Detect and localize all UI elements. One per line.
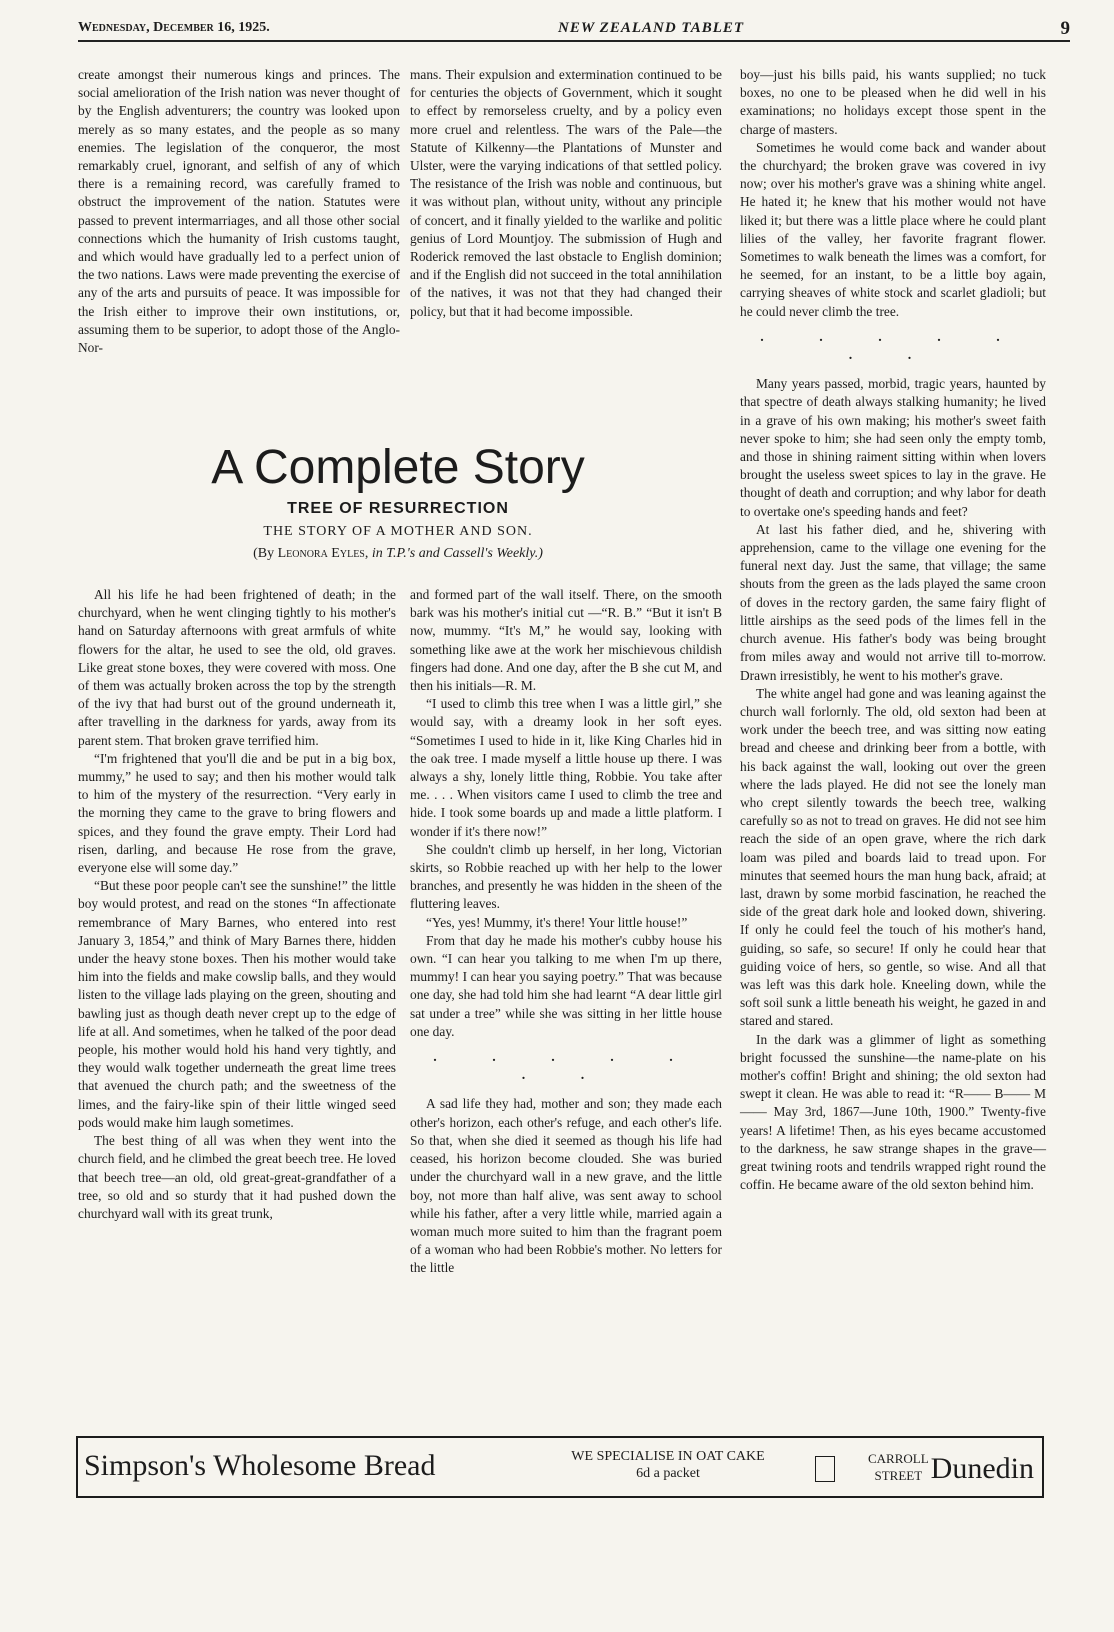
story-column-1 [78, 586, 396, 1223]
header-date: Wednesday, December 16, 1925. [78, 20, 270, 35]
paragraph: “Yes, yes! Mummy, it's there! Your little house!” [426, 914, 688, 930]
section-break: . . . . . . . [760, 329, 1026, 364]
byline-author: Leonora Eyles, [277, 546, 369, 561]
header-title: NEW ZEALAND TABLET [558, 20, 745, 36]
paragraph: “I used to climb this tree when I was a little girl,” she would say, with a dreamy look in her soft eyes. “Sometimes I used to hide in it, like King Charles hid in the oak tree. I made myself a little house up there. I was always a shy, lonely little thing, Robbie. You take after me. . . . When visitors came I used to climb the tree and hide. I took some boards up and made a little platform. I wonder if it's there now!” [410, 696, 722, 839]
paragraph: All his life he had been frightened of death; in the churchyard, when he went clinging tightly to his mother's hand on Saturday afternoons with great armfuls of white flowers for the altar, he used to see the old, old graves. Like great stone boxes, they were covered with moss. One of them was actually broken across the top by the strength of the ivy that had burst out of the ground underneath it, after travelling in the darkness for yards, away from its parent stem. That broken grave terrified him. [78, 587, 396, 748]
paragraph: Sometimes he would come back and wander about the churchyard; the broken grave was covered in ivy now; over his mother's grave was a shining white angel. He hated it; he knew that his mother would not have liked it; but there was a little place where he could plant lilies of the valley, her favorite fragrant flower. Sometimes to walk beneath the limes was a comfort, for he seemed, for an instant, to be a little boy again, carrying sheaves of white stock and scarlet gladioli; but he could never climb the tree. [740, 139, 1046, 319]
top-column-2 [410, 66, 722, 321]
byline-prefix: (By [253, 546, 275, 561]
story-subtitle-2: THE STORY OF A MOTHER AND SON. [263, 524, 533, 539]
ad-brand: Simpson's Wholesome Bread [84, 1449, 436, 1482]
ad-line-2: 6d a packet [636, 1466, 700, 1481]
paragraph: In the dark was a glimmer of light as something bright focussed the sunshine—the name-plate on his mother's coffin! Bright and shining; the old sexton had swept it clean. He was able to read it: “R—— B—— M—— May 3rd, 1867—June 10th, 1900.” Twenty-five years! A lifetime! Then, as his eyes became accustomed to the darkness, he saw strange shapes in the grave—great twining roots and tendrils wrapped right round the coffin. He became aware of the old sexton behind him. [740, 1031, 1046, 1193]
paragraph: create amongst their numerous kings and princes. The social amelioration of the Irish nation was never thought of by the English adventurers; the country was looked upon merely as so many estates, and the people as so many enemies. The legislation of the conqueror, the most remarkably cruel, ignorant, and selfish of any of which there is a remaining record, was carefully framed to obstruct the improvement of the nation. Statutes were passed to prevent intermarriages, and all those other social connections which the humanity of Irish customs taught, and which would have gradually led to a perfect union of the two nations. Laws were made preventing the exercise of any of the arts and pursuits of peace. It was impossible for the Irish either to improve their own institutions, or, assuming them to be superior, to adopt those of the Anglo-Nor- [78, 67, 400, 356]
page-number: 9 [1060, 18, 1070, 39]
ad-street-1: CARROLL [868, 1451, 929, 1466]
section-break: . . . . . . . [433, 1050, 699, 1084]
paragraph: She couldn't climb up herself, in her long, Victorian skirts, so Robbie reached up with her help to the lower branches, and presently he was hidden in the sheen of the fluttering leaves. [410, 841, 722, 912]
bread-advertisement [76, 1436, 1044, 1498]
ad-box-ornament [815, 1456, 835, 1482]
page-header [78, 14, 1070, 42]
byline-source: in T.P.'s and Cassell's Weekly.) [371, 546, 543, 561]
paragraph: From that day he made his mother's cubby house his own. “I can hear you talking to me when I'm up there, mummy! I can hear you saying poetry.” That was because one day, she had told him she had learnt “A dear little girl sat under a tree” while she was sitting in her little house one day. [410, 932, 722, 1039]
paragraph: “But these poor people can't see the sunshine!” the little boy would protest, and read on the stones “In affectionate remembrance of Mary Barnes, who entered into rest January 3, 1854,” and think of Mary Barnes there, hidden under the heavy stone boxes. Then his mother would take him into the fields and make cowslip balls, and they would listen to the village lads playing on the green, shouting and bawling just as though death never crept up to the edge of life at all. And sometimes, when he talked of the poor dead people, his mother would hold his hand very tightly, and they would walk together underneath the great lime trees that avenued the church path; and the sweetness of the limes, and the fairy-like spin of their little winged seed pods would make him laugh sometimes. [78, 878, 396, 1130]
story-title: A Complete Story [211, 441, 585, 494]
ad-city: Dunedin [930, 1452, 1034, 1485]
paragraph: At last his father died, and he, shivering with apprehension, came to the village one evening for the funeral next day. Just the same, that village; the same shouts from the green as the lads played the same croon of doves in the rectory garden, the same fairy flight of little airships as the seed pods of the limes fell in the church avenue. His father's body was being brought from miles away and would not arrive till to-morrow. Drawn irresistibly, he went to his mother's grave. [740, 521, 1046, 683]
ad-street-2: STREET [874, 1468, 923, 1483]
story-subtitle: TREE OF RESURRECTION [287, 500, 509, 517]
story-column-3 [740, 66, 1046, 1194]
paragraph: Many years passed, morbid, tragic years, haunted by that spectre of death always stalking humanity; he lived in a grave of his own making; his mother's sweet faith never spoke to him; she had seen only the empty tomb, and those in shining raiment sitting within when lovers brought the useless sweet spices to lay in the grave. He thought of death and corruption; and why labor for death to overtake one's speeding hands and feet? [740, 376, 1046, 519]
paragraph: A sad life they had, mother and son; they made each other's horizon, each other's refuge, and each other's life. So that, when she died it seemed as though his life had ceased, his horizon become clouded. She was buried under the churchyard wall in a new grave, and the little boy, not more than half alive, was sent away to school while his father, after a very little while, married again a woman much more suited to him than the fragrant poem of a woman who had been Robbie's mother. No letters for the little [410, 1096, 722, 1276]
ad-line-1: WE SPECIALISE IN OAT CAKE [571, 1449, 765, 1464]
story-heading [78, 440, 718, 562]
paragraph: “I'm frightened that you'll die and be put in a big box, mummy,” he used to say; and then his mother would talk to him of the mystery of the resurrection. “Very early in the morning they came to the grave to bring flowers and spices, and they found the grave empty. Their Lord had risen, darling, and because He rose from the grave, everyone else will some day.” [78, 750, 396, 876]
paragraph: The white angel had gone and was leaning against the church wall forlornly. The old, old sexton had been at work under the beech tree, and was sitting now eating bread and cheese and drinking beer from a bottle, with his back against the wall, looking out over the green where the lads played. He did not see the lonely man who crept silently towards the beech tree, walking carefully so as not to tread on graves. He did not see him reach the side of an open grave, where the rich dark loam was piled and boards laid to tread upon. For minutes that seemed hours the man hung back, afraid; at last, drawn by some morbid fascination, he reached the side of the great dark hole and looked down, shivering. If only he could feel the touch of his mother's hand, guiding, so safe, so secure! If only he could hear that guiding voice of hers, so gentle, so wise. And all that was left was this dark hole. Kneeling down, while the soft soil sunk a little beneath his weight, he gazed in and stared and stared. [740, 685, 1046, 1029]
top-column-1 [78, 66, 400, 357]
paragraph: boy—just his bills paid, his wants supplied; no tuck boxes, no one to be pleased when he did well in his examinations; no holidays except those spent in the charge of masters. [740, 67, 1046, 137]
paragraph: mans. Their expulsion and extermination continued to be for centuries the objects of Government, which it sought to effect by remorseless cruelty, and by a policy even more cruel and relentless. The wars of the Pale—the Statute of Kilkenny—the Plantations of Munster and Ulster, were the varying indications of that settled policy. The resistance of the Irish was noble and continuous, but it was without plan, without unity, without any principle of concert, and it finally yielded to the warlike and politic genius of Lord Mountjoy. The submission of Hugh and Roderick removed the last obstacle to English dominion; and if the English did not succeed in the total annihilation of the natives, it was not that they had changed their policy, but that it had become impossible. [410, 67, 722, 319]
ad-specialty [528, 1448, 808, 1482]
story-byline [78, 546, 718, 562]
paragraph: and formed part of the wall itself. There, on the smooth bark was his mother's initial cut —“R. B.” “But it isn't B now, mummy. “It's M,” he would say, looking with something like awe at the work her mischievous childish fingers had done. And one day, after the B she cut M, and then his initials—R. M. [410, 587, 722, 694]
story-column-2 [410, 586, 722, 1278]
ad-street [868, 1450, 929, 1484]
paragraph: The best thing of all was when they went into the church field, and he climbed the great beech tree. He loved that beech tree—an old, old great-great-grandfather of a tree, so old and so sturdy that it had pushed down the churchyard wall with its great trunk, [78, 1133, 396, 1221]
